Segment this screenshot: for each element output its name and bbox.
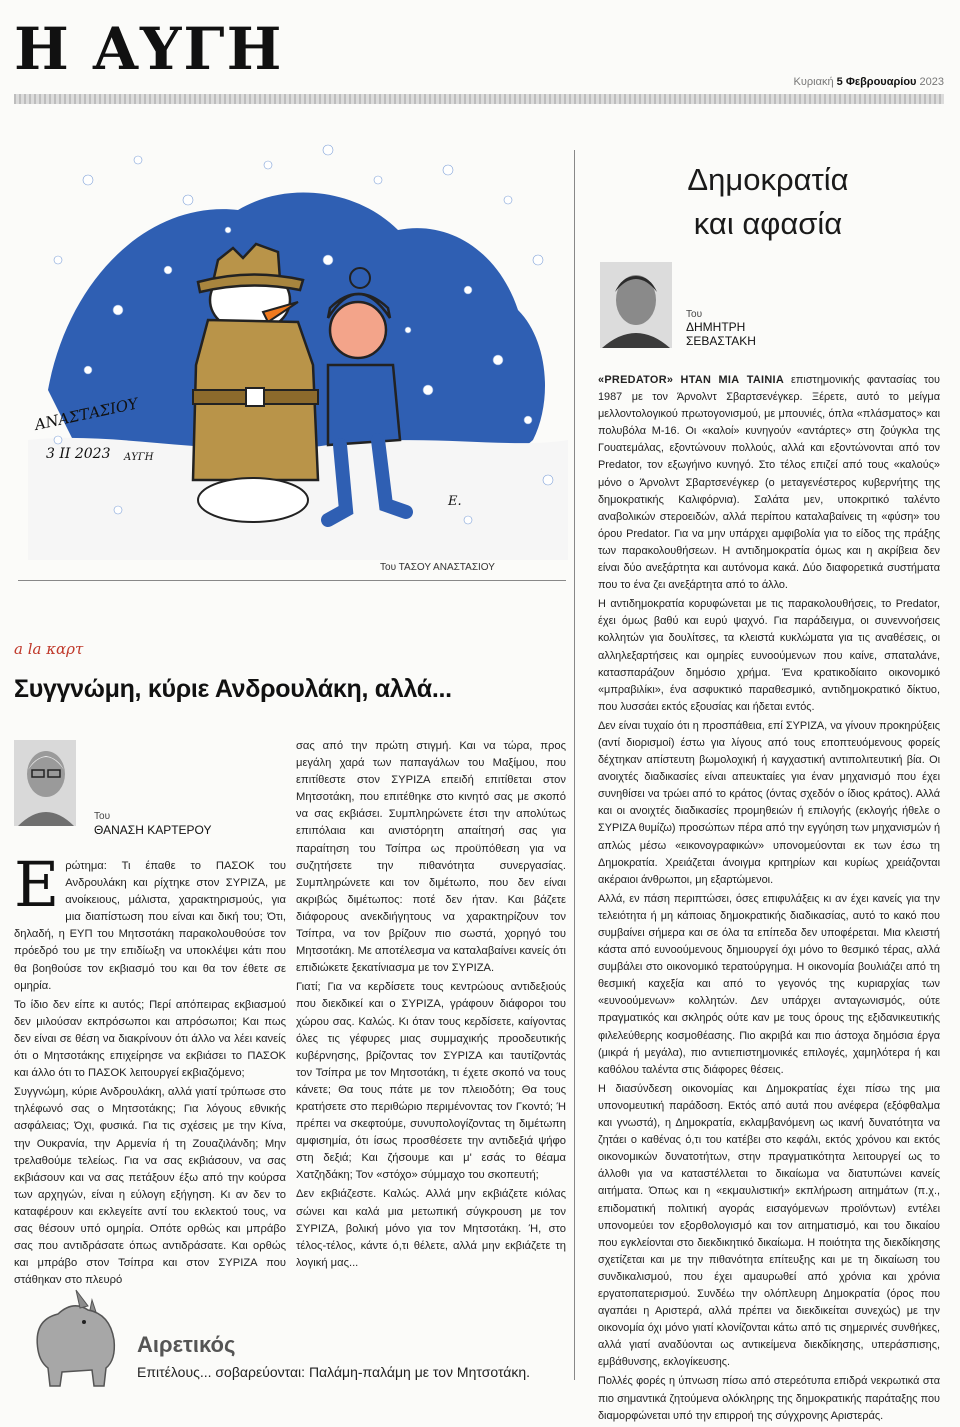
cartoon-signature: ΑΝΑΣΤΑΣΙΟΥ [33, 394, 140, 434]
cartoon-signature-suffix: ΑΥΓΗ [124, 452, 154, 463]
cartoon-corner-mark: Ε. [448, 494, 462, 509]
cartoon-signature-date: 3 ΙΙ 2023 [46, 446, 111, 462]
cartoon-rule [18, 580, 566, 581]
cartoon-credit [380, 562, 495, 573]
date-year: 2023 [919, 76, 944, 88]
date-day: Κυριακή [793, 76, 834, 88]
author-photo-karterou [14, 740, 76, 826]
right-p5: Η διασύνδεση οικονομίας και Δημοκρατίας έχει πίσω της μια υπονομευτική παράδοση. Εκτός από αυτά που ανέφερα (εξόφθαλμα και γνωστά), η Δημοκρατία, εκλαμβανόμενη ως ικανή δυνατότητα να ζητάει ο καθένας ό,τι του κατέβει στο κεφάλι, εκτός χρόνου και εκτός οικονομικών δυνατοτήτων, στην πραγματικότητα λειτουργεί ως το άλλοθι για να καταστέλλεται το δικαίωμα να διατυπώνει κανείς αιτήματα. Όπως και η «εκμαυλιστική» εκπλήρωση αιτημάτων (π.χ., επιδοματική πολιτική αγοράς εισαγόμενων προϊόντων) εντέλει υπονομεύει τον εξορθολογισμό και τον αιτηματισμό, και του δικαίου που εγκλείονται στο διεκδικητικό δικαίωμα. Η ποιότητα της διεκδίκησης σχετίζεται και με την πιθανότητα επίτευξης και με τη δικαίωση του συνδικαλισμού, που έχει αμαυρωθεί από χρόνια και χρόνια εργατοπατερισμού. Συνδέω την ολόπλευρη Δημοκρατία (όρος που αγαπάει η Αριστερά, αλλά πρέπει να διεκδικείται συνεχώς) με την οικονομία όχι μόνο γιατί κλονίζονται κάτω από τις σημερινές συνθήκες, αλλά γιατί αναδύονται ως αντικείμενα διεκδίκησης, υπεράσπισης, εμβάθυνσης, εκλογίκευσης. [598, 1082, 940, 1369]
byline-name-right-line2: ΣΕΒΑΣΤΑΚΗ [686, 334, 756, 348]
editorial-cartoon [28, 140, 568, 560]
cartoon-credit-prefix: Του [380, 562, 397, 573]
masthead [14, 15, 944, 100]
left-article-col2 [296, 738, 566, 1274]
rhino-icon [18, 1280, 128, 1390]
dropcap: Ε [14, 848, 60, 921]
right-lead-caps: «PREDATOR» ΗΤΑΝ ΜΙΑ ΤΑΙΝΙΑ [598, 374, 784, 386]
left-col1-p2: Το ίδιο δεν είπε κι αυτός; Περί απόπειρας εκβιασμού δεν μιλούσαν εκπρόσωποι και απρόσωποι; Και πως δεν είναι σε θέση να διακρίνουν ότι άλλο να λέει κανείς ότι ο Μητσοτάκης επιχείρησε να εκβιάσει το ΠΑΣΟΚ και άλλο ότι το ΠΑΣΟΚ λειτουργεί εκβιαζόμενο; [14, 998, 286, 1080]
right-article-body [598, 372, 940, 1427]
left-col2-p3: Δεν εκβιάζεστε. Καλώς. Αλλά μην εκβιάζετε κιόλας σώνει και καλά μια μετωπική σύγκρουση με τον ΣΥΡΙΖΑ, βολική μόνο για τον Μητσοτάκη. Ή, στο τέλος-τέλος, κάντε ό,τι θέλετε, αλλά μην εκβιάζετε τη λογική μας... [296, 1188, 566, 1269]
right-p2: Η αντιδημοκρατία κορυφώνεται με τις παρακολουθήσεις, το Predator, έχει όμως βαθύ και ευρύ ψαχνό. Για παράδειγμα, οι συνεννοήσεις κολλητών για δουλίτσες, τα κλειστά κυκλώματα για τις αναθέσεις, οι αλληλεξαρτήσεις και ομηρίες ευνοούμενων που καίνε, σπαταλάνε, κατασπαράζουν δημόσιο χρήμα. Ένα κρατικοδίαιτο οικονομικό «μπραβιλίκι», ένα ασφυκτικό παραθεσμικό, αντιδημοκρατικό δίκτυο, που λυσσάει εκτός εξουσίας και ήδεται εντός. [598, 598, 940, 713]
heretic-title: Αιρετικός [137, 1332, 236, 1357]
right-p4: Αλλά, εν πάση περιπτώσει, όσες επιφυλάξεις κι αν έχει κανείς για την τελειότητα ή μη κάποιας δημοκρατικής διαδικασίας, αυτό το κακό που συμβαίνει σήμερα και σε όλα τα επίπεδα δεν υποφέρεται. Μια κλειστή κάστα από ευνοούμενους δημιουργεί όχι μόνο το θεσμικό τέρας, αλλά συμβάλει στο οικονομικό τερατούργημα. Η οικονομία βουλιάζει από τη θεσμική καχεξία και από το γεγονός της κυριαρχίας των «ευνοούμενων» κολλητών. Δεν υπάρχει ανταγωνισμός, ούτε πραγματικός και σκληρός ούτε καν με τους όρους της εξιδανικευτικής φιλελεύθερης κοσμοθέασης. Πιο ακριβά και πιο άστοχα δημόσια έργα (μικρά ή μεγάλα), πιο αντιεπιστημονικές επιλογές, χαμηλότερα ή και καθόλου ταλέντα στις διάφορες θέσεις. [598, 892, 940, 1076]
masthead-rule [14, 94, 944, 104]
article-headline: Συγγνώμη, κύριε Ανδρουλάκη, αλλά... [14, 675, 452, 703]
left-col1-p3: Συγγνώμη, κύριε Ανδρουλάκη, αλλά γιατί τρύπωσε στο τηλέφωνό σας ο Μητσοτάκης; Για λόγους εθνικής ασφάλειας; Όχι, φυσικά. Για τις σχέσεις με την Κίνα, την Ουκρανία, την Αρμενία ή τη Ζουαζιλάνδη; Μην τρελαθούμε τελείως. Για να σας εκβιάσουν, να σας εκβιάσουν και να σας πετάξουν έξω από την κούρσα των αρχηγών, είναι η εύλογη εξήγηση. Κι αν δεν το καταφέρουν και εκλεγείτε αντί του εκλεκτού τους, να σας θέσουν υπό ομηρία. Οπότε ορθώς και μπράβο σας που αντιδράσατε όπως αντιδράσατε. Και ορθώς και μπράβο στον Τσίπρα και στον ΣΥΡΙΖΑ που στάθηκαν στο πλευρό [14, 1086, 286, 1287]
column-divider [574, 150, 575, 1380]
author-photo-sevastakis [600, 262, 672, 348]
byline-name-right-line1: ΔΗΜΗΤΡΗ [686, 320, 746, 334]
left-col2-p2: Γιατί; Για να κερδίσετε τους κεντρώους αντιδεξιούς που διεκδικεί και ο ΣΥΡΙΖΑ, γράφουν διάφοροι του χώρου σας. Καλώς. Κι όταν τους κερδίσετε, καίγοντας όλες τις γέφυρες μιας συμμαχικής προοδευτικής κυβέρνησης, βρίζοντας τον ΣΥΡΙΖΑ και ταυτίζοντάς τον Τσίπρα με τον Μητσοτάκη, τι έχετε σκοπό να τους κάνετε; Θα τους πάτε με τον πλειοδότη; Θα τους κρατήσετε στο περιθώριο περιμένοντας τον Γκοντό; Ή πρέπει να σκεφτούμε, συνυπολογίζοντας τη διμέτωπη αμφισημία, ότι ίσως προσθέσετε την αντιδεξιά ψήφο στη δεξιά; Και ζήσουμε και μ' εσάς το θέαμα Χατζηδάκη; Τον «στόχο» σύμμαχο του σκοπευτή; [296, 981, 566, 1182]
heretic-box [12, 1280, 572, 1390]
heretic-text: Επιτέλους... σοβαρεύονται: Παλάμη-παλάμη με τον Μητσοτάκη. [137, 1364, 531, 1380]
right-article-title [598, 158, 938, 246]
byline-of-right: Του [686, 309, 703, 320]
right-lead-rest: επιστημονικής φαντασίας του 1987 με τον Άρνολντ Σβαρτσενέγκερ. Ξέρετε, αυτό το μείγμα μελλοντολογικού πρωτογονισμού, με μπουνιές, όπλα «πλάσματος» και πολυβόλα Μ-16. Οι «καλοί» κυνηγούν «αντάρτες» στη ζούγκλα της Γουατεμάλας, εξοντώνουν πολλούς, αλλά και εξοντώνονται από τον Predator, τον εξωγήινο κυνηγό. Στο τέλος επιζεί από τους «καλούς» μόνο ο Άρνολντ Σβαρτσενέγκερ (ο μεταγενέστερος κυβερνήτης της δημοκρατικής Καλιφόρνια). Σαλάτα μεν, υποκριτικό ταλέντο αναβολικών στεροειδών, αλλά περίπου καταλαβαίνεις τη «φύση» του όρου Predator. Για να μην υπάρχει αμφιβολία για το είδος της πράξης των παρακολουθήσεων. Η αντιδημοκρατία όμως και η ακρίβεια δεν είναι δύο ανεξάρτητα και αυτόνομα κακά. Δύο διαφορετικά συστήματα που το ένα ζει ανεξάρτητα από το άλλο. [598, 374, 940, 592]
newspaper-logo: Η ΑΥΓΗ [14, 15, 284, 83]
left-col2-p1: σας από την πρώτη στιγμή. Και να τώρα, προς μεγάλη χαρά των παπαγάλων του Μαξίμου, που επιτίθεστε στον ΣΥΡΙΖΑ επειδή επιτίθεται στον Μητσοτάκη, που επιτέθηκε στο κινητό σας με σκοπό να σας εκβιάσει. Συμπληρώνετε έτσι την απολύτως επιπόλαια και ανιστόρητη απαίτησή σας για παραίτηση του Τσίπρα ως προϋπόθεση για να συζητήσετε την πιθανότητα συνεργασίας. Συμπληρώνετε και τον διμέτωπο, που δεν είναι ακριβώς διμέτωπος: ποτέ δεν ήταν. Και βάζετε διάφορους ανεκδιήγητους να χαρακτηρίζουν τον Τσίπρα, να τον βρίζουν πιο σωστά, χορηγό του Μητσοτάκη. Με αποτέλεσμα να καταλαβαίνει κανείς ότι επιδιώκετε ξεκατίνιασμα με τον ΣΥΡΙΖΑ. [296, 740, 566, 975]
man-jacket [328, 365, 400, 445]
cartoon-illustration [28, 140, 568, 560]
right-p3: Δεν είναι τυχαίο ότι η προσπάθεια, επί ΣΥΡΙΖΑ, να γίνουν προκηρύξεις (αντί διορισμοί) έστω για λίγους από τους εποπτευόμενους φορείς δέχτηκαν απίστευτη βωμολοχική ή καγχαστική αντιπολιτευτική βία. Οι ανοιχτές διαδικασίες είναι απευκταίες για έναν μηχανισμό που έχει συνηθίσει να τρώει από το κράτος (όντας σχεδόν ο ίδιος κράτος). Αλλά και οι ανοιχτές διαδικασίες προμηθειών ή επιλογής (εκλογής ήθελε ο ΣΥΡΙΖΑ θυμίζω) προσώπων πέρα από την εγγύηση των μηχανισμών ή απλώς μέσω «εικονογραφικών» υπονομεύονται εκ των έσω τη Δημοκρατία. Χρειάζεται άνοιγμα κριτηρίων και κυρίως χρειάζονται ακέραιοι άνθρωποι, μη εξαρτώμενοι. [598, 719, 940, 886]
right-p6: Πολλές φορές η ύπνωση πίσω από στερεότυπα επιδρά νεκρωτικά στα πιο σημαντικά ζητούμενα ολόκληρης της δημοκρατικής παράταξης που διαμορφώνεται υπό την επιρροή της σύγχρονης Αριστεράς. [598, 1375, 940, 1422]
column-kicker: a la καρτ [14, 640, 84, 658]
left-col1-p1: ρώτημα: Τι έπαθε το ΠΑΣΟΚ του Ανδρουλάκη και ρίχτηκε στον ΣΥΡΙΖΑ, με ανοίκειους, μάλιστα, χαρακτηρισμούς, για μια διαπίστωση που είναι και δική του; Ότι, δηλαδή, η ΕΥΠ του Μητσοτάκη παρακολουθούσε τον πρόεδρό του με την επιδίωξη να υποκλέψει κάτι που θα βοηθούσε τον εκβιασμό του και θα τον έθετε σε ομηρία. [14, 860, 286, 992]
cartoon-credit-name: ΤΑΣΟΥ ΑΝΑΣΤΑΣΙΟΥ [398, 562, 495, 573]
publication-date [794, 76, 944, 88]
right-title-line1: Δημοκρατία [687, 162, 849, 197]
right-title-line2: και αφασία [693, 206, 843, 241]
man-face [330, 302, 386, 358]
byline-of-left: Του [94, 811, 111, 822]
byline-name-left: ΘΑΝΑΣΗ ΚΑΡΤΕΡΟΥ [94, 823, 212, 837]
left-article-col1 [14, 848, 286, 1291]
date-day-month: 5 Φεβρουαρίου [836, 76, 917, 88]
